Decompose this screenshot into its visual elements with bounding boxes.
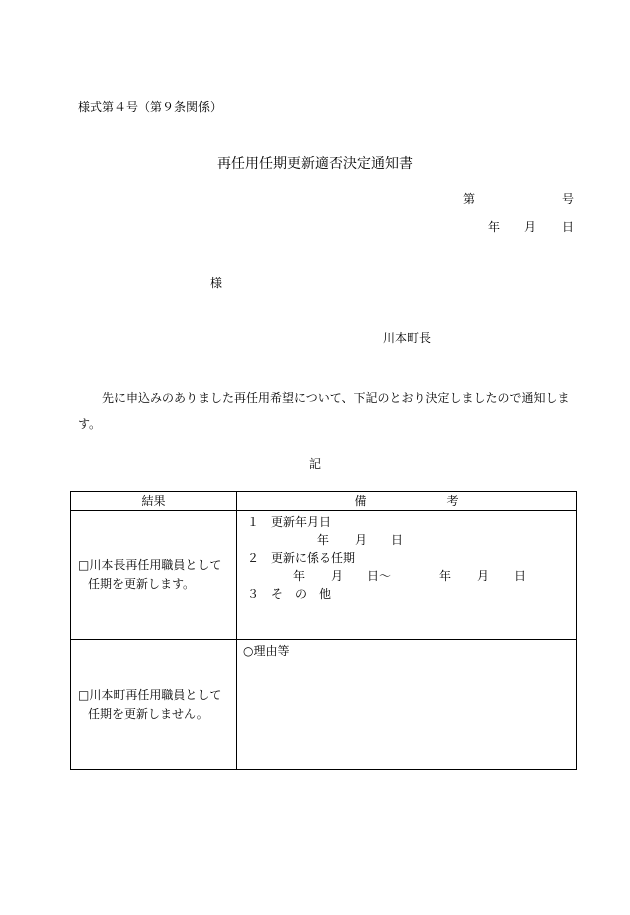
item2-from-month: 月 bbox=[331, 569, 344, 583]
header-result: 結果 bbox=[71, 492, 237, 511]
table-row-not-renew bbox=[71, 640, 577, 770]
date-day-label: 日 bbox=[562, 220, 575, 234]
result-renew-cell bbox=[71, 511, 237, 640]
header-note-char-1: 備 bbox=[354, 494, 367, 508]
item1-label: １ 更新年月日 bbox=[247, 515, 332, 529]
result-not-renew-cell bbox=[71, 640, 237, 770]
header-note-char-2: 考 bbox=[446, 494, 459, 508]
document-title: 再任用任期更新適否決定通知書 bbox=[217, 156, 413, 172]
item2-label: ２ 更新に係る任期 bbox=[247, 551, 356, 565]
date-month-label: 月 bbox=[524, 220, 537, 234]
result-not-renew-line1: □川本町再任用職員として bbox=[78, 687, 222, 702]
item1-year: 年 bbox=[317, 533, 330, 547]
header-note bbox=[237, 492, 577, 511]
result-renew-line1: □川本長再任用職員として bbox=[78, 558, 222, 572]
date-year-label: 年 bbox=[488, 220, 501, 234]
table-header-row bbox=[71, 492, 577, 511]
reason-label: ○理由等 bbox=[243, 644, 290, 658]
decision-table bbox=[70, 491, 577, 770]
item1-month: 月 bbox=[355, 533, 368, 547]
item3-label: ３ そ の 他 bbox=[247, 587, 332, 601]
item2-to-month: 月 bbox=[477, 569, 490, 583]
item2-to-day: 日 bbox=[514, 569, 527, 583]
item2-from-day: 日～ bbox=[367, 569, 392, 583]
document-number-prefix: 第 bbox=[463, 192, 476, 206]
item1-day: 日 bbox=[391, 533, 404, 547]
document-number-suffix: 号 bbox=[562, 192, 575, 206]
result-not-renew-line2: 任期を更新しません。 bbox=[88, 706, 209, 721]
note-not-renew-cell bbox=[237, 640, 577, 770]
item2-from-year: 年 bbox=[293, 569, 306, 583]
result-renew-line2: 任期を更新します。 bbox=[88, 577, 196, 591]
table-row-renew bbox=[71, 511, 577, 640]
body-paragraph: 先に申込みのありました再任用希望について、下記のとおり決定しましたので通知します。 bbox=[78, 391, 570, 431]
item2-to-year: 年 bbox=[439, 569, 452, 583]
form-number: 様式第４号（第９条関係） bbox=[78, 100, 223, 114]
issuer-name: 川本町長 bbox=[383, 331, 432, 345]
addressee-suffix: 様 bbox=[210, 276, 223, 290]
note-renew-cell bbox=[237, 511, 577, 640]
ki-heading: 記 bbox=[308, 457, 321, 471]
